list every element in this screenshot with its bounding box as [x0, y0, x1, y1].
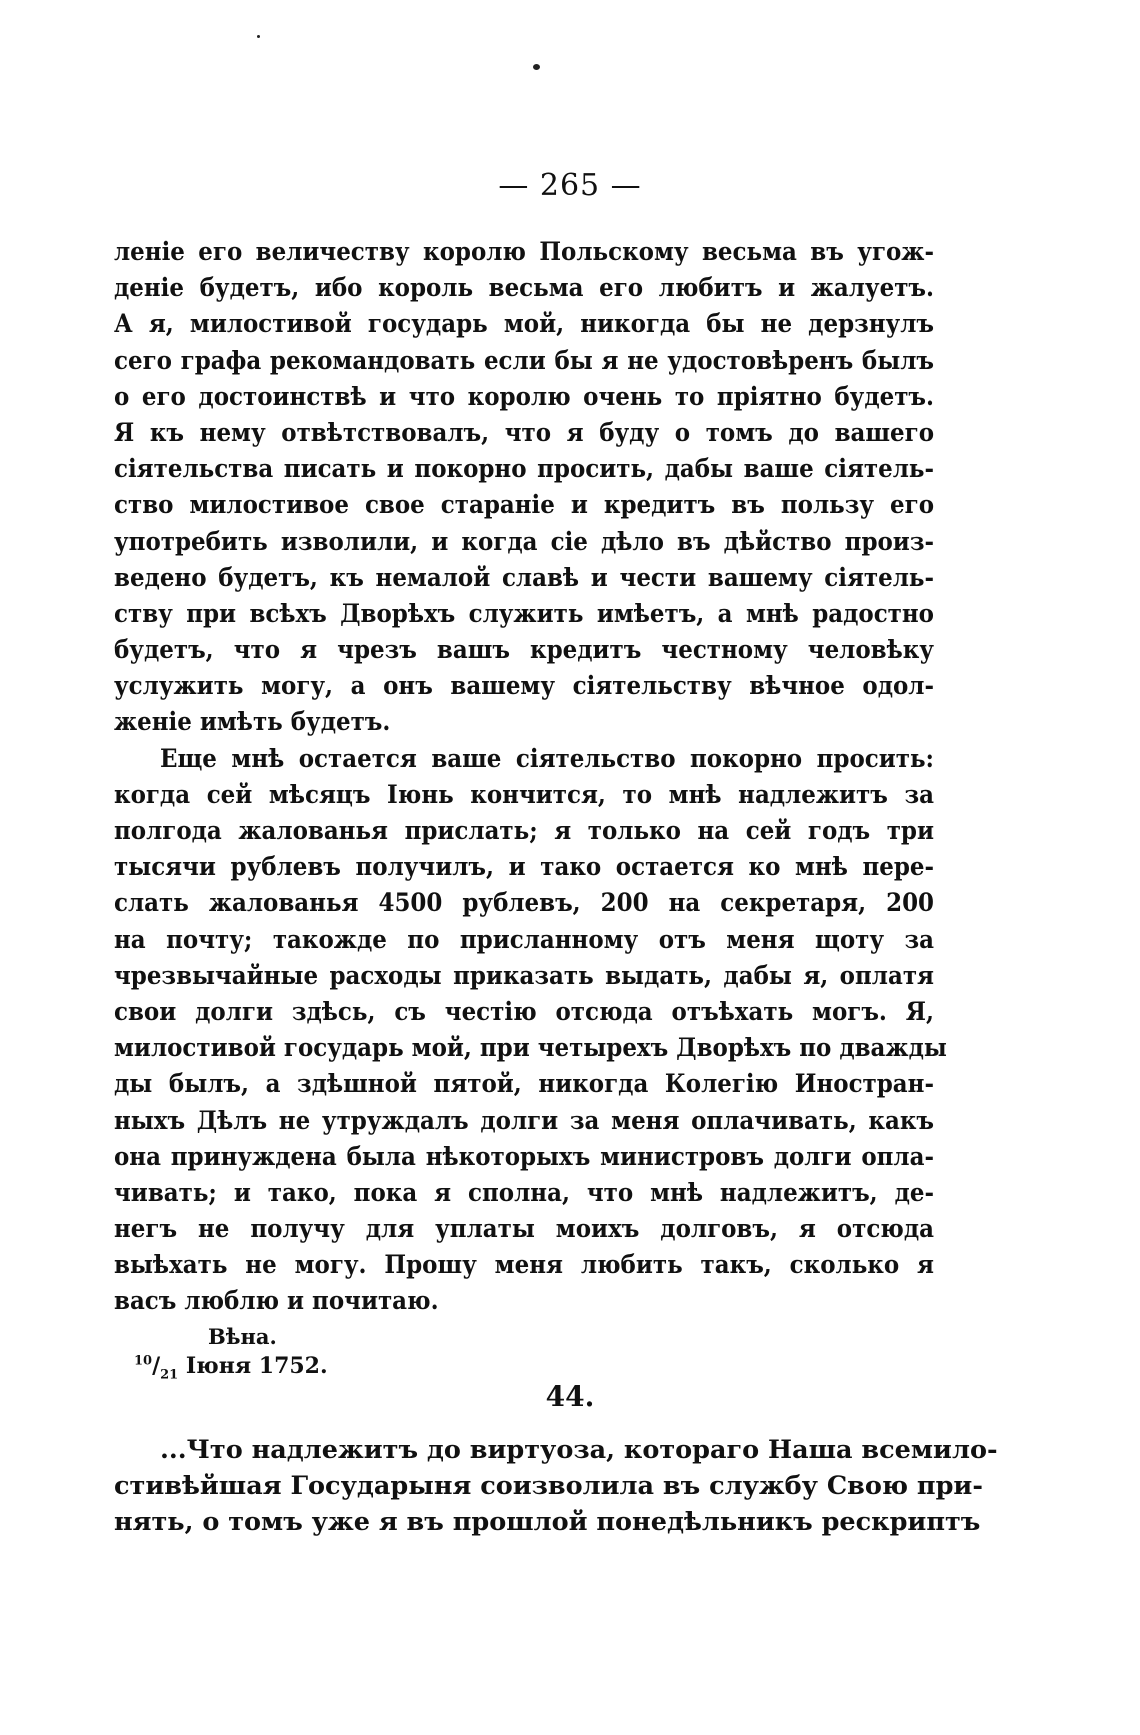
text-line: тысячи рублевъ получилъ, и тако остается ко мнѣ пере-	[114, 852, 934, 883]
text-line: деніе будетъ, ибо король весьма его любитъ и жалуетъ.	[114, 273, 934, 304]
text-line: женіе имѣть будетъ.	[114, 707, 391, 738]
text-line: употребить изволили, и когда сіе дѣло въ дѣйство произ-	[114, 526, 934, 557]
text-line: о его достоинствѣ и что королю очень то пріятно будетъ.	[114, 381, 934, 412]
text-line: выѣхать не могу. Прошу меня любить такъ, сколько я	[114, 1250, 934, 1281]
text-line: будетъ, что я чрезъ вашъ кредитъ честному человѣку	[114, 635, 934, 666]
text-line: на почту; такожде по присланному отъ меня щоту за	[114, 924, 934, 955]
text-line: свои долги здѣсь, съ честію отсюда отъѣхать могъ. Я,	[114, 996, 934, 1027]
ink-speck	[257, 35, 260, 38]
text-line: васъ люблю и почитаю.	[114, 1286, 439, 1317]
text-line: леніе его величеству королю Польскому весьма въ угож-	[114, 237, 934, 267]
letter-number-heading: 44.	[545, 1380, 595, 1413]
text-line: ству при всѣхъ Дворѣхъ служить имѣетъ, а мнѣ радостно	[114, 598, 934, 629]
text-line: чрезвычайные расходы приказать выдать, дабы я, оплатя	[114, 960, 934, 991]
text-line: полгода жалованья прислать; я только на сей годъ три	[114, 816, 934, 846]
text-line: когда сей мѣсяцъ Іюнь кончится, то мнѣ надлежитъ за	[114, 779, 934, 810]
text-line: ведено будетъ, къ немалой славѣ и чести вашему сіятель-	[114, 562, 934, 593]
next-letter-body	[114, 1432, 998, 1541]
text-line: чивать; и тако, пока я сполна, что мнѣ надлежитъ, де-	[114, 1177, 934, 1208]
text-line: А я, милостивой государь мой, никогда бы не дерзнулъ	[114, 309, 934, 340]
letter-date: $^{10}/_{21}$ Іюня 1752.	[134, 1353, 328, 1383]
text-line: милостивой государь мой, при четырехъ Дворѣхъ по дважды	[114, 1033, 947, 1064]
ink-speck	[533, 64, 540, 70]
paragraph-start-line: ...Что надлежитъ до виртуоза, котораго Наша всемило-	[160, 1435, 998, 1465]
text-line: услужить могу, а онъ вашему сіятельству вѣчное одол-	[114, 671, 934, 702]
letter-place: Вѣна.	[208, 1324, 277, 1349]
date-new-style-day: 21	[160, 1367, 179, 1383]
text-line: негъ не получу для уплаты моихъ долговъ, я отсюда	[114, 1214, 934, 1245]
text-line: Я къ нему отвѣтствовалъ, что я буду о томъ до вашего	[114, 417, 934, 448]
text-line: сіятельства писать и покорно просить, дабы ваше сіятель-	[114, 454, 934, 485]
text-line: нять, о томъ уже я въ прошлой понедѣльникъ рескриптъ	[114, 1507, 981, 1538]
date-old-style-day: 10	[134, 1353, 153, 1369]
page-number: — 265 —	[498, 168, 642, 203]
text-line: стивѣйшая Государыня соизволила въ службу Свою при-	[114, 1471, 983, 1502]
date-month-year: Іюня 1752.	[178, 1353, 328, 1379]
text-line: сего графа рекомандовать если бы я не удостовѣренъ былъ	[114, 345, 934, 376]
text-line: ныхъ Дѣлъ не утруждалъ долги за меня оплачивать, какъ	[114, 1105, 934, 1136]
text-line: ды былъ, а здѣшной пятой, никогда Колегію Иностран-	[114, 1069, 934, 1100]
paragraph-start-line: Еще мнѣ остается ваше сіятельство покорно просить:	[160, 743, 934, 774]
text-line: ство милостивое свое стараніе и кредитъ въ пользу его	[114, 490, 934, 521]
text-line: слать жалованья 4500 рублевъ, 200 на секретаря, 200	[114, 888, 934, 919]
letter-body	[114, 234, 947, 1320]
text-line: она принуждена была нѣкоторыхъ министровъ долги опла-	[114, 1141, 934, 1172]
